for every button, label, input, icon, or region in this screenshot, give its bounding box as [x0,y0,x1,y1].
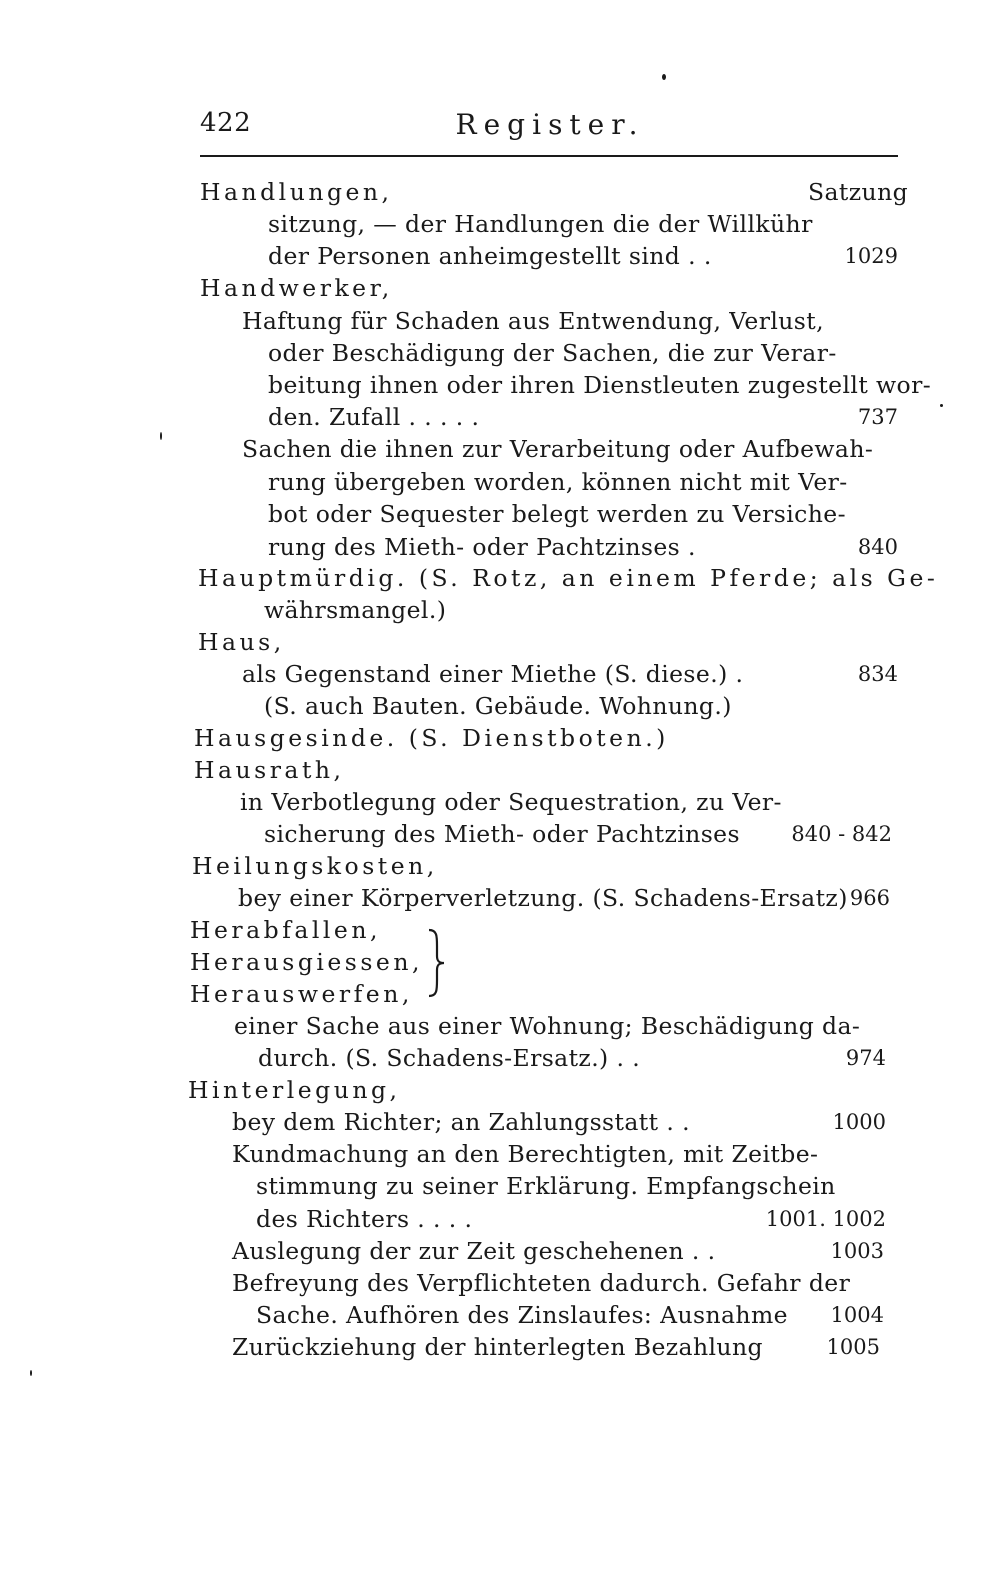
print-speck [160,432,162,440]
index-entry-heading: Heilungskosten, [192,852,438,880]
print-speck [662,74,666,80]
index-entry-heading: Haus, [198,628,285,656]
index-line: Befreyung des Verpflichteten dadurch. Gefahr der [232,1269,851,1297]
index-line: Sachen die ihnen zur Verarbeitung oder Aufbewah- [242,435,874,463]
page-reference: 1003 [830,1239,884,1263]
index-line: stimmung zu seiner Erklärung. Empfangschein [256,1172,836,1200]
index-line: Satzung [808,178,909,206]
index-line: Sache. Aufhören des Zinslaufes: Ausnahme [256,1301,788,1329]
index-line: oder Beschädigung der Sachen, die zur Verar- [268,339,837,367]
index-entry-heading: Herausgiessen, [190,948,423,976]
index-line: rung übergeben worden, können nicht mit Ver- [268,468,848,496]
index-line: in Verbotlegung oder Sequestration, zu Ver- [240,788,782,816]
index-entry-heading: Hinterlegung, [188,1076,401,1104]
index-line: Zurückziehung der hinterlegten Bezahlung [232,1333,763,1361]
index-line: rung des Mieth- oder Pachtzinses . [268,533,696,561]
index-line: einer Sache aus einer Wohnung; Beschädigung da- [234,1012,861,1040]
index-entry-heading: Herabfallen, [190,916,381,944]
page-reference: 1004 [830,1303,884,1327]
page-reference: 1001. 1002 [765,1207,886,1231]
page-reference: 974 [845,1046,886,1070]
index-entry-heading: Handwerker, [200,274,393,302]
index-entry-heading: Handlungen, [200,178,393,206]
page-reference: 840 - 842 [791,822,892,846]
print-speck [940,404,943,407]
page-reference: 737 [857,405,898,429]
index-entry-heading: Hausrath, [194,756,345,784]
index-line: bey dem Richter; an Zahlungsstatt . . [232,1108,690,1136]
index-line: Kundmachung an den Berechtigten, mit Zeitbe- [232,1140,819,1168]
index-line: beitung ihnen oder ihren Dienstleuten zugestellt wor- [268,371,932,399]
index-line: bot oder Sequester belegt werden zu Versiche- [268,500,846,528]
page-reference: 1005 [826,1335,880,1359]
page-reference: 834 [857,662,898,686]
index-line: währsmangel.) [264,596,447,624]
page-number: 422 [200,108,252,138]
index-line: durch. (S. Schadens-Ersatz.) . . [258,1044,641,1072]
index-line: als Gegenstand einer Miethe (S. diese.) . [242,660,744,688]
index-entry-heading: Hauptmürdig. (S. Rotz, an einem Pferde; als Ge- [198,564,939,592]
header-rule [200,155,898,157]
print-speck [30,1370,32,1376]
index-line: Haftung für Schaden aus Entwendung, Verlust, [242,307,824,335]
running-title: Register. [455,108,645,141]
index-line: sicherung des Mieth- oder Pachtzinses [264,820,740,848]
index-line: der Personen anheimgestellt sind . . [268,242,712,270]
index-line: Auslegung der zur Zeit geschehenen . . [232,1237,716,1265]
page-header [200,108,900,148]
index-entry-heading: Hausgesinde. (S. Dienstboten.) [194,724,669,752]
page-reference: 1029 [844,244,898,268]
page-reference: 966 [849,886,890,910]
index-line: sitzung, — der Handlungen die der Willkühr [268,210,813,238]
index-entry-heading: Herauswerfen, [190,980,413,1008]
page-reference: 1000 [832,1110,886,1134]
index-line: bey einer Körperverletzung. (S. Schadens-Ersatz) [238,884,848,912]
page-reference: 840 [857,535,898,559]
index-line: den. Zufall . . . . . [268,403,480,431]
curly-brace-icon [425,928,447,998]
index-line: des Richters . . . . [256,1205,473,1233]
index-line: (S. auch Bauten. Gebäude. Wohnung.) [264,692,732,720]
